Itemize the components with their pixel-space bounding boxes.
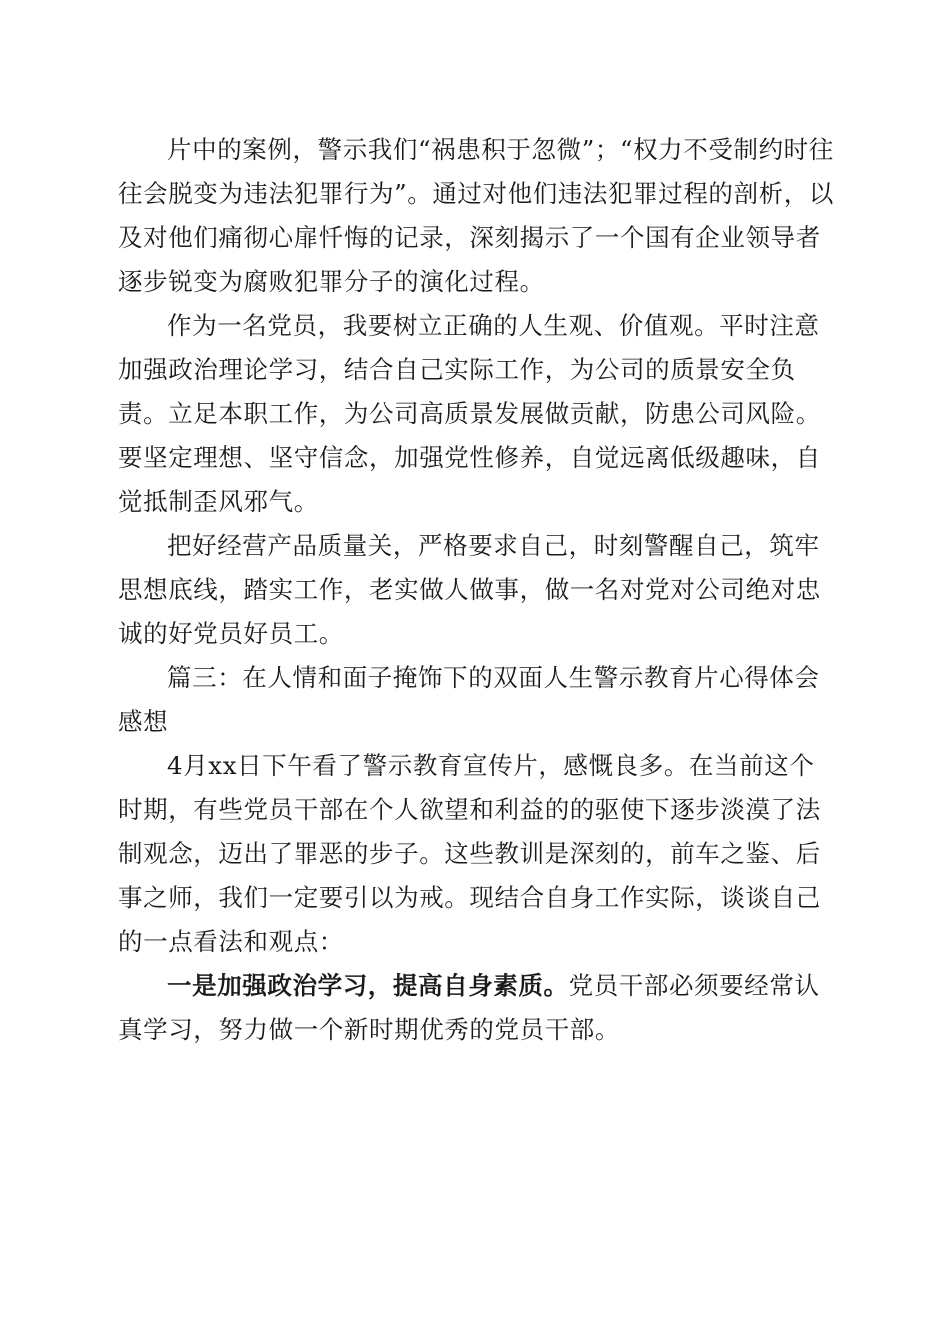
section-heading-part-three: 篇三：在人情和面子掩饰下的双面人生警示教育片心得体会感想 xyxy=(118,663,820,736)
paragraph-quality-control: 把好经营产品质量关，严格要求自己，时刻警醒自己，筑牢思想底线，踏实工作，老实做人做事，做一名对党对公司绝对忠诚的好党员好员工。 xyxy=(118,531,821,648)
paragraph-rest: 党员干部必须要经常认真学习，努力做一个新时期优秀的党员干部。 xyxy=(118,971,820,1044)
paragraph-lead-bold: 一是加强政治学习，提高自身素质。 xyxy=(167,971,569,1000)
paragraph-political-study xyxy=(118,964,834,1052)
paragraph-party-member: 作为一名党员，我要树立正确的人生观、价值观。平时注意加强政治理论学习，结合自己实际工作，为公司的质景安全负责。立足本职工作，为公司高质景发展做贡献，防患公司风险。要坚定理想、坚守信念，加强党性修养，自觉远离低级趣味，自觉抵制歪风邪气。 xyxy=(118,311,821,516)
paragraph-case-warning: 片中的案例，警示我们“祸患积于忽微”；“权力不受制约时往往会脱变为违法犯罪行为”。通过对他们违法犯罪过程的剖析，以及对他们痛彻心扉忏悔的记录，深刻揭示了一个国有企业领导者逐步锐变为腐败犯罪分子的演化过程。 xyxy=(118,135,834,296)
document-body xyxy=(118,128,834,1052)
paragraph-warning-film: 4月xx日下午看了警示教育宣传片，感慨良多。在当前这个时期，有些党员干部在个人欲望和利益的的驱使下逐步淡漠了法制观念，迈出了罪恶的步子。这些教训是深刻的，前车之鉴、后事之师，我们一定要引以为戒。现结合自身工作实际，谈谈自己的一点看法和观点： xyxy=(118,751,821,956)
